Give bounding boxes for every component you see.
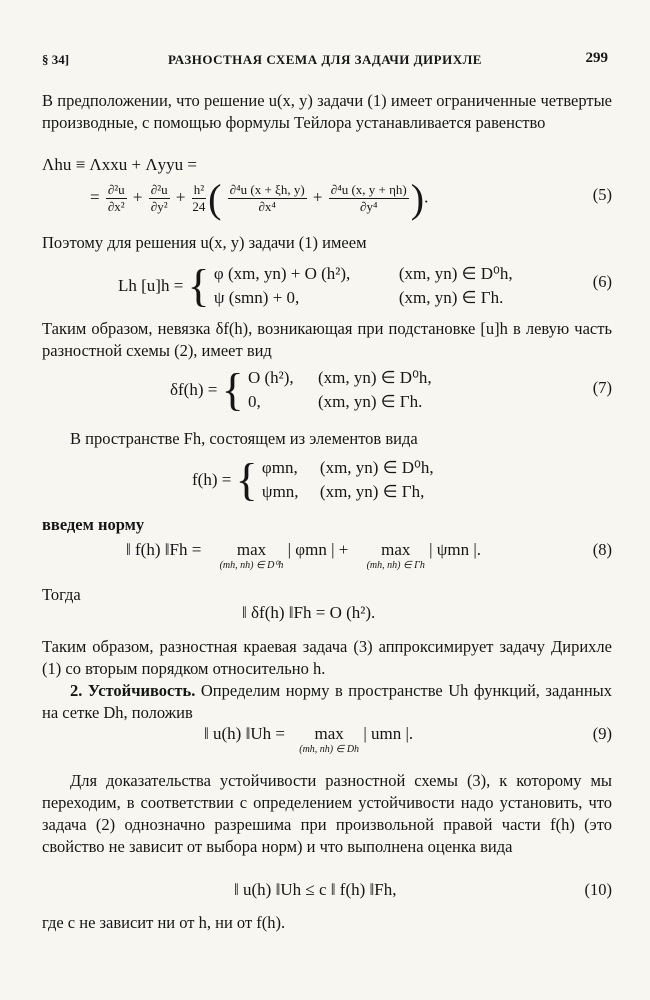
case-value: O (h²), bbox=[247, 368, 294, 387]
fraction bbox=[192, 182, 206, 215]
equation-fh-body: f(h) = { φmn, (xm, yn) ∈ D⁰h, ψmn, (xm, yn) ∈ Γh, bbox=[192, 454, 434, 505]
equation-system bbox=[214, 262, 513, 310]
case-value: 0, bbox=[247, 392, 261, 411]
max-operator bbox=[220, 540, 284, 572]
equation-8-body bbox=[126, 540, 481, 572]
equation-10-body: ‖ u(h) ‖Uh ≤ c ‖ f(h) ‖Fh, bbox=[234, 880, 397, 899]
numerator: ∂²u bbox=[150, 182, 168, 197]
equals-sign: = bbox=[90, 187, 100, 207]
max-operator bbox=[299, 724, 359, 756]
denominator: ∂y⁴ bbox=[360, 199, 378, 214]
equation-9 bbox=[42, 724, 612, 770]
equation-system bbox=[248, 366, 432, 414]
paragraph-7: Таким образом, разностная краевая задача (3) аппроксимирует задачу Дирихле (1) со вторым порядком относительно h. bbox=[42, 637, 612, 678]
paragraph-10: где c не зависит ни от h, ни от f(h). bbox=[42, 913, 286, 932]
equation-number: (8) bbox=[592, 540, 612, 559]
case-value: ψ (smn) + 0, bbox=[213, 288, 300, 307]
section-mark: § 34] bbox=[42, 52, 70, 67]
paragraph-8 bbox=[42, 680, 612, 724]
equation-fh bbox=[42, 454, 612, 510]
paragraph-6: Тогда bbox=[42, 585, 81, 604]
paragraph-8-text: Определим норму в пространстве Uh функций, заданных на сетке Dh, положив bbox=[42, 681, 612, 722]
equation-9-body bbox=[204, 724, 413, 756]
equation-5-line2: = $\frac{\text{∂²u}}{\text{∂x²}}$ + $\frac{\text{∂²u}}{\text{∂y²}}$ + $\frac{\text{h²}}{24}$ ( $\frac{\text{∂⁴u (x + ξh, y)}}{\text{∂x⁴}}$ + $\frac{\text{∂⁴u (x, y + ηh)}}{\text{∂y⁴}}$ ). bbox=[90, 176, 429, 221]
equation-5 bbox=[42, 155, 612, 225]
max-label: max bbox=[236, 540, 267, 559]
numerator: ∂⁴u (x + ξh, y) bbox=[229, 182, 305, 197]
case-value: φmn, bbox=[261, 458, 298, 477]
case-value: ψmn, bbox=[261, 482, 299, 501]
denominator: 24 bbox=[192, 199, 206, 214]
fraction bbox=[228, 182, 307, 215]
fraction bbox=[149, 182, 170, 215]
denominator: ∂x² bbox=[107, 199, 125, 214]
equation-number: (10) bbox=[584, 880, 612, 899]
subsection-heading: 2. Устойчивость. bbox=[70, 681, 196, 700]
equation-lhs: Lh [u]h = bbox=[118, 276, 184, 295]
paragraph-2: Поэтому для решения u(x, y) задачи (1) имеем bbox=[42, 233, 367, 252]
sum-term: | ψmn |. bbox=[429, 540, 482, 559]
equation-6-body: Lh [u]h = { φ (xm, yn) + O (h²), (xm, yn) ∈ D⁰h, ψ (smn) + 0, (xm, yn) ∈ Γh. bbox=[118, 260, 513, 311]
denominator: ∂y² bbox=[150, 199, 168, 214]
equation-lhs: ‖ u(h) ‖Uh = bbox=[204, 724, 285, 743]
equation-8 bbox=[42, 540, 612, 588]
case-condition: (xm, yn) ∈ Γh. bbox=[317, 392, 423, 411]
equation-10 bbox=[42, 880, 612, 906]
max-subscript: (mh, nh) ∈ Γh bbox=[366, 560, 425, 571]
sum-term: | φmn | + bbox=[287, 540, 349, 559]
equation-number: (6) bbox=[592, 272, 612, 291]
case-condition: (xm, yn) ∈ Γh, bbox=[319, 482, 425, 501]
equation-then: ‖ δf(h) ‖Fh = O (h²). bbox=[242, 603, 376, 622]
equation-7-body: δf(h) = { O (h²), (xm, yn) ∈ D⁰h, 0, (xm, yn) ∈ Γh. bbox=[170, 364, 432, 415]
equation-6 bbox=[42, 258, 612, 314]
case-condition: (xm, yn) ∈ D⁰h, bbox=[398, 264, 513, 283]
denominator: ∂x⁴ bbox=[258, 199, 276, 214]
max-label: max bbox=[314, 724, 344, 743]
paragraph-5: введем норму bbox=[42, 515, 145, 534]
equation-number: (5) bbox=[592, 185, 612, 204]
equation-system bbox=[262, 456, 434, 504]
max-subscript: (mh, nh) ∈ D⁰h bbox=[219, 560, 284, 571]
numerator: ∂²u bbox=[107, 182, 125, 197]
case-condition: (xm, yn) ∈ D⁰h, bbox=[319, 458, 434, 477]
max-term: | umn |. bbox=[363, 724, 414, 743]
fraction bbox=[106, 182, 127, 215]
numerator: h² bbox=[193, 182, 205, 197]
equation-number: (7) bbox=[592, 378, 612, 397]
equation-7 bbox=[42, 364, 612, 420]
paragraph-3: Таким образом, невязка δf(h), возникающая при подстановке [u]h в левую часть разностной схемы (2), имеет вид bbox=[42, 319, 612, 360]
equation-lhs: ‖ f(h) ‖Fh = bbox=[126, 540, 202, 559]
running-title: РАЗНОСТНАЯ СХЕМА ДЛЯ ЗАДАЧИ ДИРИХЛЕ bbox=[168, 52, 482, 67]
max-subscript: (mh, nh) ∈ Dh bbox=[299, 744, 360, 755]
max-label: max bbox=[381, 540, 411, 559]
paragraph-9: Для доказательства устойчивости разностной схемы (3), к которому мы переходим, в соответствии с определением устойчивости надо установить, что задача (2) однозначно разрешима при произвольной правой части f(h) (это свойство не зависит от выбора норм) и что выполнена оценка вида bbox=[42, 771, 612, 856]
max-operator bbox=[367, 540, 425, 572]
page-number: 299 bbox=[585, 50, 608, 66]
equation-lhs: δf(h) = bbox=[170, 380, 218, 399]
numerator: ∂⁴u (x, y + ηh) bbox=[330, 182, 407, 197]
equation-5-line1: Λhu ≡ Λxxu + Λyyu = bbox=[42, 155, 197, 174]
running-header bbox=[42, 50, 608, 74]
fraction bbox=[329, 182, 409, 215]
case-condition: (xm, yn) ∈ D⁰h, bbox=[317, 368, 432, 387]
equation-number: (9) bbox=[592, 724, 612, 743]
paragraph-4: В пространстве Fh, состоящем из элементов вида bbox=[70, 429, 418, 448]
case-condition: (xm, yn) ∈ Γh. bbox=[398, 288, 504, 307]
equation-lhs: f(h) = bbox=[192, 470, 232, 489]
case-value: φ (xm, yn) + O (h²), bbox=[213, 264, 351, 283]
paragraph-1: В предположении, что решение u(x, y) задачи (1) имеет ограниченные четвертые производные, с помощью формулы Тейлора устанавливается равенство bbox=[42, 91, 612, 132]
